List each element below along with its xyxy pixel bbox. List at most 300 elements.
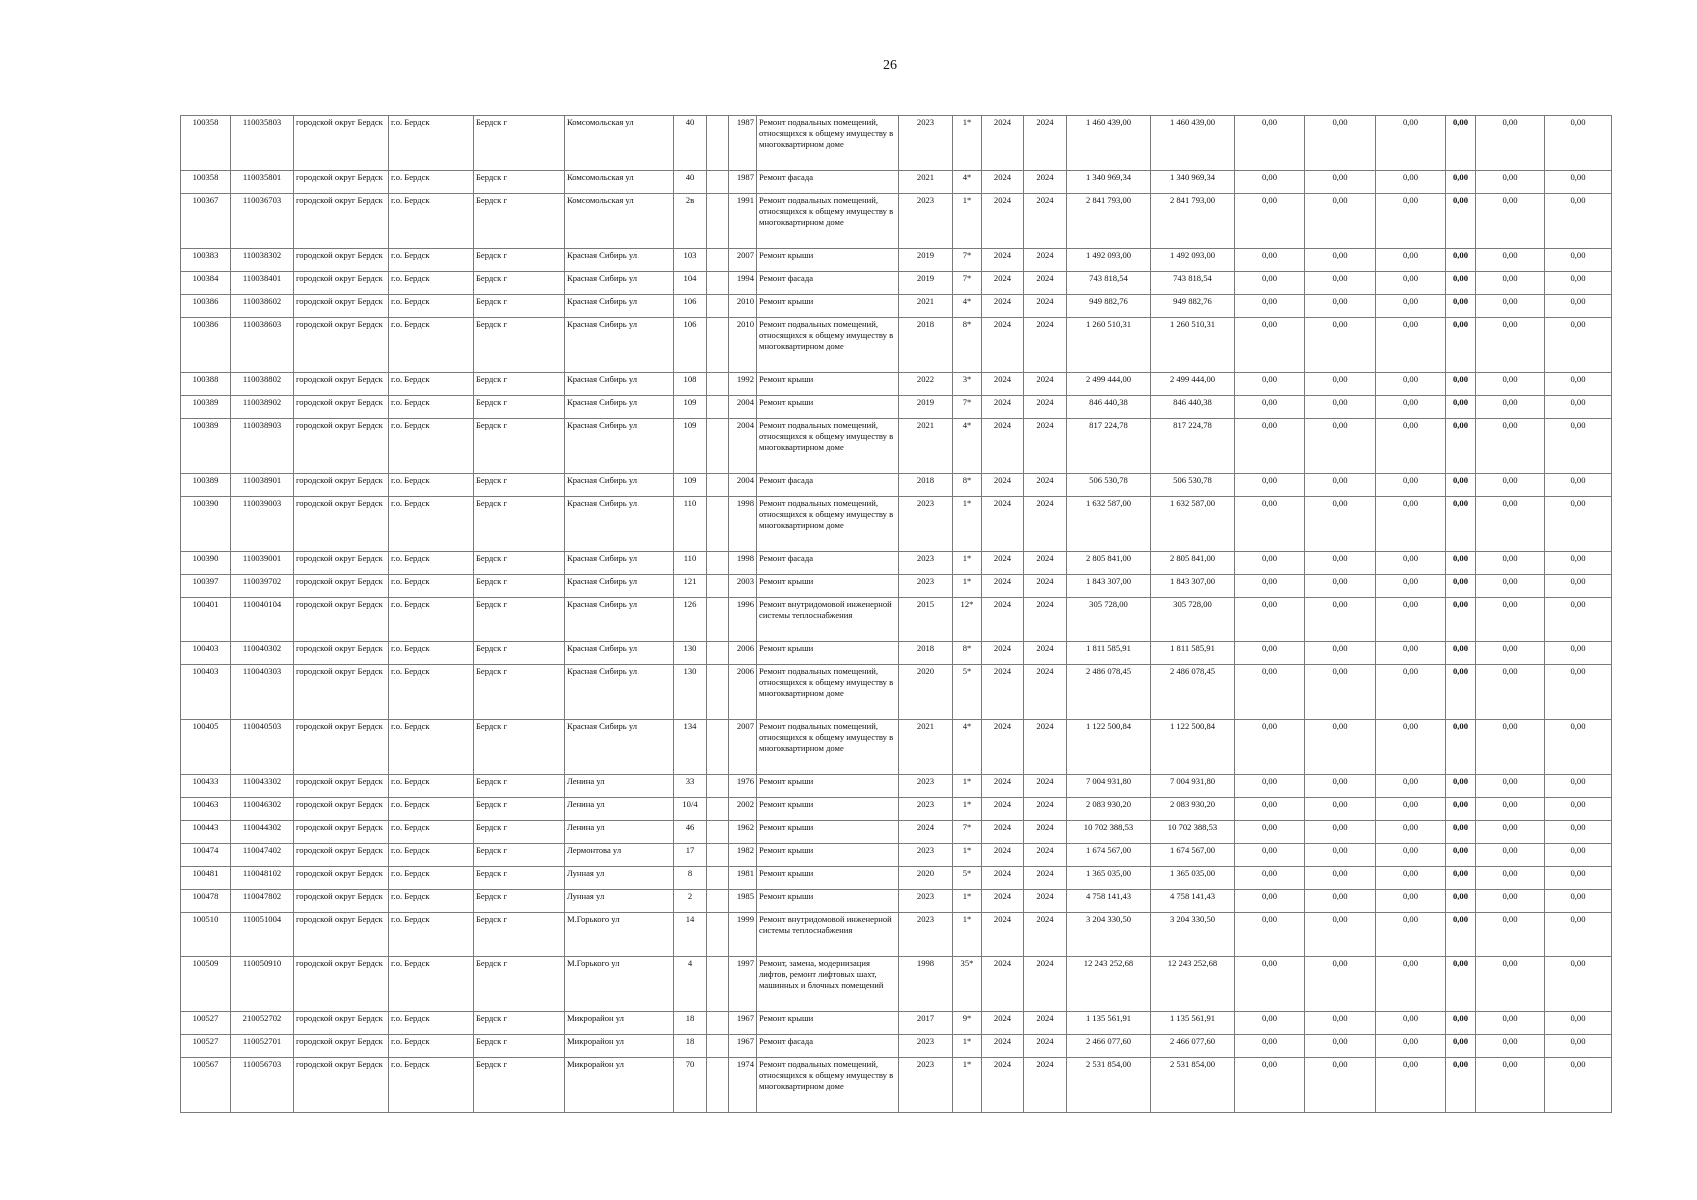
cell-z3: 0,00	[1376, 575, 1446, 598]
cell-y1: 2023	[899, 798, 953, 821]
cell-okrug: городской округ Бердск	[294, 844, 389, 867]
cell-id: 100510	[181, 913, 231, 957]
cell-work: Ремонт крыши	[757, 295, 899, 318]
cell-year: 1987	[729, 116, 757, 171]
cell-prio: 9*	[953, 1012, 982, 1035]
cell-z4: 0,00	[1446, 1058, 1476, 1113]
cell-go: г.о. Бердск	[389, 272, 474, 295]
cell-z1: 0,00	[1235, 1035, 1305, 1058]
cell-extra	[707, 642, 729, 665]
cell-okrug: городской округ Бердск	[294, 775, 389, 798]
cell-z2: 0,00	[1305, 821, 1376, 844]
cell-prio: 8*	[953, 318, 982, 373]
cell-sum1: 2 466 077,60	[1067, 1035, 1151, 1058]
cell-y1: 2022	[899, 373, 953, 396]
cell-z2: 0,00	[1305, 1058, 1376, 1113]
cell-house: 18	[674, 1035, 707, 1058]
table-body	[181, 116, 1612, 1113]
cell-id: 100388	[181, 373, 231, 396]
cell-y2: 2024	[982, 249, 1024, 272]
cell-city: Бердск г	[474, 798, 565, 821]
table-row	[181, 1035, 1612, 1058]
cell-z5: 0,00	[1476, 1035, 1545, 1058]
cell-extra	[707, 867, 729, 890]
cell-z5: 0,00	[1476, 396, 1545, 419]
cell-z6: 0,00	[1545, 497, 1612, 552]
table-row	[181, 798, 1612, 821]
cell-z4: 0,00	[1446, 295, 1476, 318]
cell-extra	[707, 116, 729, 171]
cell-id: 100478	[181, 890, 231, 913]
cell-street: Комсомольская ул	[565, 116, 674, 171]
cell-house: 130	[674, 642, 707, 665]
cell-year: 1998	[729, 497, 757, 552]
cell-extra	[707, 249, 729, 272]
cell-sum2: 2 083 930,20	[1151, 798, 1235, 821]
cell-house: 104	[674, 272, 707, 295]
cell-z4: 0,00	[1446, 913, 1476, 957]
cell-z6: 0,00	[1545, 775, 1612, 798]
cell-y3: 2024	[1024, 821, 1067, 844]
cell-z6: 0,00	[1545, 171, 1612, 194]
cell-go: г.о. Бердск	[389, 821, 474, 844]
cell-prio: 12*	[953, 598, 982, 642]
cell-prio: 4*	[953, 720, 982, 775]
cell-z4: 0,00	[1446, 474, 1476, 497]
cell-city: Бердск г	[474, 598, 565, 642]
cell-sum1: 1 122 500,84	[1067, 720, 1151, 775]
cell-city: Бердск г	[474, 957, 565, 1012]
cell-street: Красная Сибирь ул	[565, 720, 674, 775]
cell-code: 110038602	[231, 295, 294, 318]
cell-code: 110044302	[231, 821, 294, 844]
cell-sum2: 2 466 077,60	[1151, 1035, 1235, 1058]
cell-y2: 2024	[982, 798, 1024, 821]
cell-city: Бердск г	[474, 1012, 565, 1035]
cell-work: Ремонт крыши	[757, 775, 899, 798]
cell-z6: 0,00	[1545, 1035, 1612, 1058]
cell-prio: 3*	[953, 373, 982, 396]
cell-id: 100401	[181, 598, 231, 642]
table-row	[181, 194, 1612, 249]
cell-y3: 2024	[1024, 194, 1067, 249]
cell-prio: 8*	[953, 474, 982, 497]
cell-z6: 0,00	[1545, 396, 1612, 419]
cell-house: 17	[674, 844, 707, 867]
cell-sum1: 1 365 035,00	[1067, 867, 1151, 890]
cell-z6: 0,00	[1545, 598, 1612, 642]
cell-y1: 2021	[899, 419, 953, 474]
cell-y1: 2020	[899, 665, 953, 720]
cell-house: 4	[674, 957, 707, 1012]
cell-id: 100386	[181, 295, 231, 318]
cell-year: 2003	[729, 575, 757, 598]
cell-z3: 0,00	[1376, 497, 1446, 552]
table-row	[181, 474, 1612, 497]
cell-id: 100383	[181, 249, 231, 272]
cell-z2: 0,00	[1305, 474, 1376, 497]
cell-work: Ремонт крыши	[757, 575, 899, 598]
cell-z2: 0,00	[1305, 419, 1376, 474]
cell-id: 100389	[181, 396, 231, 419]
cell-z4: 0,00	[1446, 575, 1476, 598]
cell-extra	[707, 373, 729, 396]
cell-y2: 2024	[982, 890, 1024, 913]
cell-extra	[707, 497, 729, 552]
cell-z5: 0,00	[1476, 720, 1545, 775]
cell-prio: 4*	[953, 419, 982, 474]
cell-z2: 0,00	[1305, 575, 1376, 598]
cell-prio: 1*	[953, 1035, 982, 1058]
cell-house: 110	[674, 497, 707, 552]
cell-z4: 0,00	[1446, 194, 1476, 249]
cell-okrug: городской округ Бердск	[294, 598, 389, 642]
cell-z4: 0,00	[1446, 318, 1476, 373]
cell-sum2: 949 882,76	[1151, 295, 1235, 318]
cell-house: 18	[674, 1012, 707, 1035]
cell-sum1: 10 702 388,53	[1067, 821, 1151, 844]
cell-z1: 0,00	[1235, 249, 1305, 272]
table-row	[181, 116, 1612, 171]
cell-go: г.о. Бердск	[389, 318, 474, 373]
cell-y1: 2021	[899, 720, 953, 775]
cell-y1: 2018	[899, 318, 953, 373]
cell-sum1: 949 882,76	[1067, 295, 1151, 318]
cell-z1: 0,00	[1235, 821, 1305, 844]
cell-z3: 0,00	[1376, 890, 1446, 913]
cell-z5: 0,00	[1476, 1058, 1545, 1113]
cell-z4: 0,00	[1446, 373, 1476, 396]
cell-go: г.о. Бердск	[389, 1012, 474, 1035]
cell-house: 108	[674, 373, 707, 396]
cell-id: 100389	[181, 419, 231, 474]
cell-z2: 0,00	[1305, 318, 1376, 373]
cell-sum1: 1 340 969,34	[1067, 171, 1151, 194]
cell-z6: 0,00	[1545, 295, 1612, 318]
cell-year: 2004	[729, 419, 757, 474]
cell-work: Ремонт фасада	[757, 552, 899, 575]
cell-z6: 0,00	[1545, 272, 1612, 295]
cell-y1: 2023	[899, 1058, 953, 1113]
cell-sum1: 7 004 931,80	[1067, 775, 1151, 798]
cell-city: Бердск г	[474, 116, 565, 171]
cell-z3: 0,00	[1376, 1058, 1446, 1113]
cell-city: Бердск г	[474, 720, 565, 775]
cell-z4: 0,00	[1446, 272, 1476, 295]
cell-z6: 0,00	[1545, 821, 1612, 844]
cell-extra	[707, 552, 729, 575]
cell-y3: 2024	[1024, 775, 1067, 798]
cell-extra	[707, 720, 729, 775]
cell-extra	[707, 295, 729, 318]
cell-z3: 0,00	[1376, 798, 1446, 821]
cell-work: Ремонт подвальных помещений, относящихся к общему имуществу в многоквартирном доме	[757, 497, 899, 552]
cell-street: Ленина ул	[565, 821, 674, 844]
cell-z4: 0,00	[1446, 419, 1476, 474]
cell-z3: 0,00	[1376, 844, 1446, 867]
cell-house: 106	[674, 318, 707, 373]
cell-y1: 1998	[899, 957, 953, 1012]
cell-z2: 0,00	[1305, 373, 1376, 396]
cell-year: 1962	[729, 821, 757, 844]
cell-z1: 0,00	[1235, 318, 1305, 373]
cell-extra	[707, 474, 729, 497]
cell-z5: 0,00	[1476, 598, 1545, 642]
cell-work: Ремонт крыши	[757, 867, 899, 890]
cell-z4: 0,00	[1446, 957, 1476, 1012]
cell-z1: 0,00	[1235, 116, 1305, 171]
cell-sum1: 743 818,54	[1067, 272, 1151, 295]
cell-z4: 0,00	[1446, 171, 1476, 194]
cell-year: 2004	[729, 396, 757, 419]
cell-okrug: городской округ Бердск	[294, 890, 389, 913]
cell-sum2: 3 204 330,50	[1151, 913, 1235, 957]
table-row	[181, 171, 1612, 194]
cell-sum1: 506 530,78	[1067, 474, 1151, 497]
cell-id: 100367	[181, 194, 231, 249]
table-row	[181, 642, 1612, 665]
cell-city: Бердск г	[474, 497, 565, 552]
cell-z5: 0,00	[1476, 821, 1545, 844]
cell-z6: 0,00	[1545, 867, 1612, 890]
cell-code: 110039001	[231, 552, 294, 575]
cell-z1: 0,00	[1235, 642, 1305, 665]
cell-extra	[707, 272, 729, 295]
cell-y2: 2024	[982, 1035, 1024, 1058]
cell-year: 1982	[729, 844, 757, 867]
cell-z5: 0,00	[1476, 249, 1545, 272]
cell-sum1: 1 260 510,31	[1067, 318, 1151, 373]
cell-y3: 2024	[1024, 642, 1067, 665]
cell-y2: 2024	[982, 844, 1024, 867]
cell-z4: 0,00	[1446, 396, 1476, 419]
cell-y2: 2024	[982, 957, 1024, 1012]
cell-y3: 2024	[1024, 913, 1067, 957]
cell-sum2: 305 728,00	[1151, 598, 1235, 642]
cell-prio: 7*	[953, 272, 982, 295]
cell-work: Ремонт фасада	[757, 1035, 899, 1058]
cell-sum1: 2 531 854,00	[1067, 1058, 1151, 1113]
cell-y3: 2024	[1024, 665, 1067, 720]
cell-y1: 2017	[899, 1012, 953, 1035]
cell-sum1: 3 204 330,50	[1067, 913, 1151, 957]
cell-prio: 1*	[953, 913, 982, 957]
cell-prio: 1*	[953, 575, 982, 598]
cell-go: г.о. Бердск	[389, 474, 474, 497]
cell-z4: 0,00	[1446, 497, 1476, 552]
cell-y2: 2024	[982, 775, 1024, 798]
cell-z1: 0,00	[1235, 272, 1305, 295]
cell-street: Комсомольская ул	[565, 171, 674, 194]
cell-z6: 0,00	[1545, 1058, 1612, 1113]
cell-z2: 0,00	[1305, 295, 1376, 318]
cell-prio: 1*	[953, 798, 982, 821]
cell-id: 100403	[181, 642, 231, 665]
cell-house: 109	[674, 474, 707, 497]
table-row	[181, 295, 1612, 318]
cell-z6: 0,00	[1545, 913, 1612, 957]
cell-z1: 0,00	[1235, 913, 1305, 957]
table-row	[181, 775, 1612, 798]
cell-city: Бердск г	[474, 474, 565, 497]
cell-y3: 2024	[1024, 295, 1067, 318]
cell-work: Ремонт крыши	[757, 396, 899, 419]
table-row	[181, 844, 1612, 867]
cell-id: 100481	[181, 867, 231, 890]
cell-y1: 2019	[899, 249, 953, 272]
cell-street: Красная Сибирь ул	[565, 272, 674, 295]
cell-z3: 0,00	[1376, 171, 1446, 194]
cell-year: 2006	[729, 665, 757, 720]
cell-go: г.о. Бердск	[389, 890, 474, 913]
cell-prio: 7*	[953, 821, 982, 844]
cell-y3: 2024	[1024, 116, 1067, 171]
cell-sum1: 12 243 252,68	[1067, 957, 1151, 1012]
cell-year: 1981	[729, 867, 757, 890]
cell-year: 1974	[729, 1058, 757, 1113]
cell-house: 106	[674, 295, 707, 318]
cell-z2: 0,00	[1305, 1035, 1376, 1058]
cell-z1: 0,00	[1235, 798, 1305, 821]
cell-y2: 2024	[982, 497, 1024, 552]
cell-y2: 2024	[982, 318, 1024, 373]
cell-y3: 2024	[1024, 171, 1067, 194]
table-row	[181, 272, 1612, 295]
cell-z2: 0,00	[1305, 957, 1376, 1012]
cell-y3: 2024	[1024, 249, 1067, 272]
cell-sum2: 743 818,54	[1151, 272, 1235, 295]
cell-sum1: 2 841 793,00	[1067, 194, 1151, 249]
cell-street: Ленина ул	[565, 798, 674, 821]
cell-code: 110039003	[231, 497, 294, 552]
cell-z5: 0,00	[1476, 798, 1545, 821]
cell-y1: 2023	[899, 116, 953, 171]
cell-sum2: 2 531 854,00	[1151, 1058, 1235, 1113]
cell-id: 100474	[181, 844, 231, 867]
cell-z3: 0,00	[1376, 913, 1446, 957]
cell-z1: 0,00	[1235, 665, 1305, 720]
cell-sum1: 2 499 444,00	[1067, 373, 1151, 396]
cell-z5: 0,00	[1476, 171, 1545, 194]
cell-house: 2в	[674, 194, 707, 249]
cell-street: Лунная ул	[565, 867, 674, 890]
cell-z1: 0,00	[1235, 194, 1305, 249]
cell-okrug: городской округ Бердск	[294, 720, 389, 775]
cell-z6: 0,00	[1545, 194, 1612, 249]
cell-okrug: городской округ Бердск	[294, 913, 389, 957]
table-row	[181, 249, 1612, 272]
cell-okrug: городской округ Бердск	[294, 497, 389, 552]
cell-y2: 2024	[982, 474, 1024, 497]
cell-z6: 0,00	[1545, 798, 1612, 821]
cell-year: 1997	[729, 957, 757, 1012]
cell-z6: 0,00	[1545, 419, 1612, 474]
cell-z3: 0,00	[1376, 720, 1446, 775]
cell-sum2: 1 492 093,00	[1151, 249, 1235, 272]
table-row	[181, 957, 1612, 1012]
cell-work: Ремонт крыши	[757, 249, 899, 272]
cell-street: Комсомольская ул	[565, 194, 674, 249]
cell-sum2: 4 758 141,43	[1151, 890, 1235, 913]
table-row	[181, 575, 1612, 598]
cell-okrug: городской округ Бердск	[294, 295, 389, 318]
cell-city: Бердск г	[474, 249, 565, 272]
cell-city: Бердск г	[474, 396, 565, 419]
cell-house: 109	[674, 419, 707, 474]
cell-y1: 2015	[899, 598, 953, 642]
cell-y2: 2024	[982, 295, 1024, 318]
cell-y2: 2024	[982, 575, 1024, 598]
cell-code: 110039702	[231, 575, 294, 598]
cell-y3: 2024	[1024, 957, 1067, 1012]
cell-extra	[707, 598, 729, 642]
cell-city: Бердск г	[474, 575, 565, 598]
cell-y1: 2024	[899, 821, 953, 844]
cell-z5: 0,00	[1476, 775, 1545, 798]
cell-z5: 0,00	[1476, 844, 1545, 867]
cell-z6: 0,00	[1545, 318, 1612, 373]
cell-work: Ремонт внутридомовой инженерной системы теплоснабжения	[757, 598, 899, 642]
cell-y2: 2024	[982, 821, 1024, 844]
cell-z3: 0,00	[1376, 419, 1446, 474]
cell-y3: 2024	[1024, 497, 1067, 552]
cell-extra	[707, 575, 729, 598]
cell-extra	[707, 821, 729, 844]
cell-street: Красная Сибирь ул	[565, 373, 674, 396]
cell-z6: 0,00	[1545, 116, 1612, 171]
cell-house: 40	[674, 171, 707, 194]
cell-okrug: городской округ Бердск	[294, 821, 389, 844]
cell-z3: 0,00	[1376, 272, 1446, 295]
cell-extra	[707, 1058, 729, 1113]
cell-code: 110052701	[231, 1035, 294, 1058]
cell-work: Ремонт крыши	[757, 1012, 899, 1035]
cell-okrug: городской округ Бердск	[294, 373, 389, 396]
cell-z5: 0,00	[1476, 665, 1545, 720]
cell-house: 110	[674, 552, 707, 575]
cell-sum2: 1 135 561,91	[1151, 1012, 1235, 1035]
cell-house: 33	[674, 775, 707, 798]
cell-y1: 2023	[899, 575, 953, 598]
cell-code: 110038802	[231, 373, 294, 396]
cell-street: Красная Сибирь ул	[565, 642, 674, 665]
cell-z5: 0,00	[1476, 867, 1545, 890]
cell-z3: 0,00	[1376, 665, 1446, 720]
cell-house: 126	[674, 598, 707, 642]
cell-work: Ремонт крыши	[757, 821, 899, 844]
table-row	[181, 890, 1612, 913]
cell-go: г.о. Бердск	[389, 913, 474, 957]
cell-city: Бердск г	[474, 295, 565, 318]
cell-year: 1999	[729, 913, 757, 957]
cell-extra	[707, 957, 729, 1012]
cell-city: Бердск г	[474, 890, 565, 913]
cell-city: Бердск г	[474, 867, 565, 890]
cell-house: 8	[674, 867, 707, 890]
cell-prio: 1*	[953, 194, 982, 249]
cell-work: Ремонт подвальных помещений, относящихся к общему имуществу в многоквартирном доме	[757, 194, 899, 249]
cell-prio: 1*	[953, 844, 982, 867]
cell-street: Красная Сибирь ул	[565, 575, 674, 598]
cell-z3: 0,00	[1376, 249, 1446, 272]
cell-y3: 2024	[1024, 575, 1067, 598]
cell-city: Бердск г	[474, 373, 565, 396]
cell-prio: 35*	[953, 957, 982, 1012]
cell-prio: 5*	[953, 665, 982, 720]
cell-year: 2007	[729, 720, 757, 775]
cell-extra	[707, 890, 729, 913]
cell-y1: 2023	[899, 497, 953, 552]
